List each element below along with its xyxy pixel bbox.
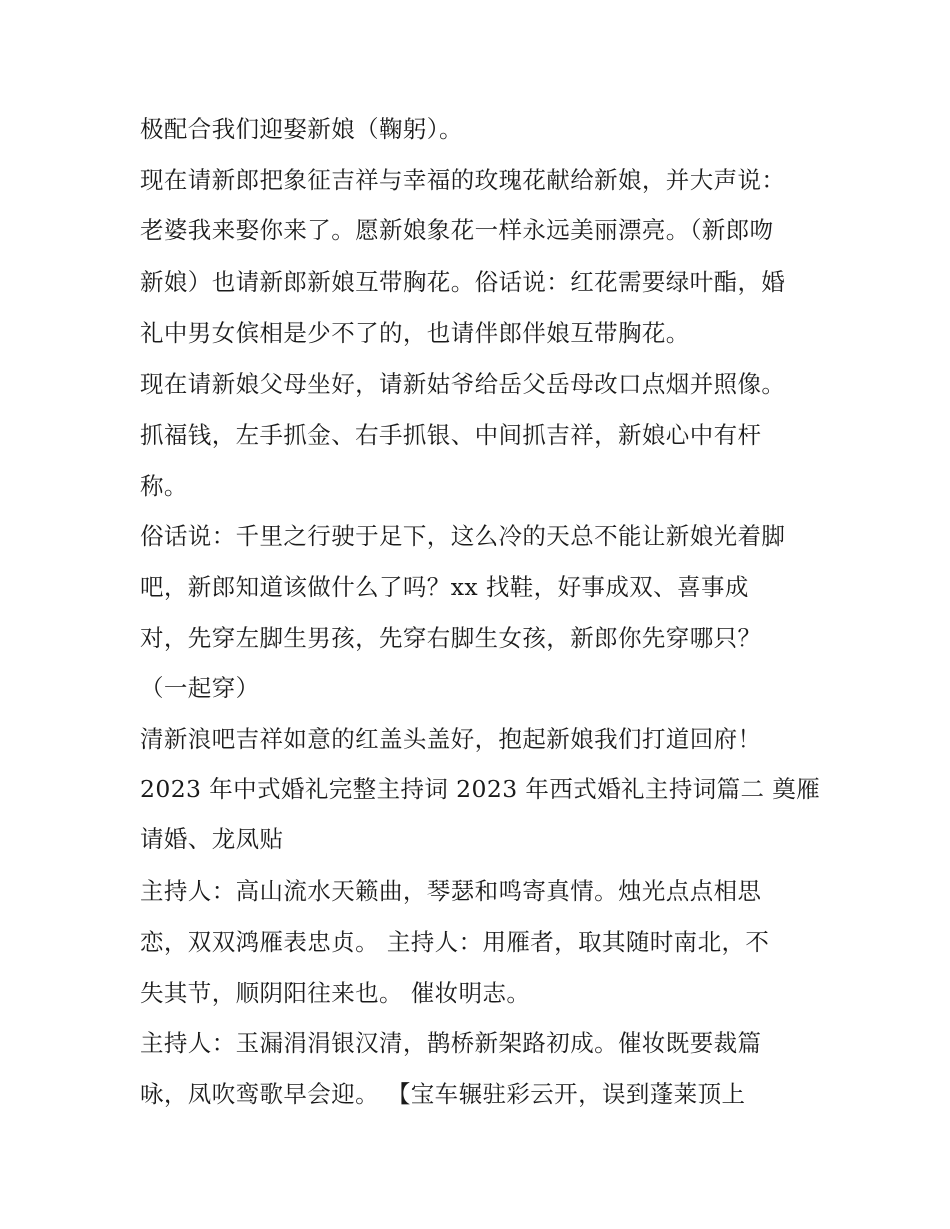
text-line: 新娘）也请新郎新娘互带胸花。俗话说：红花需要绿叶酯，婚 (140, 268, 786, 296)
text-line: 现在请新娘父母坐好，请新姑爷给岳父岳母改口点烟并照像。 (140, 370, 786, 398)
text-line: 失其节，顺阴阳往来也。 催妆明志。 (140, 979, 531, 1007)
text-line: 俗话说：千里之行驶于足下，这么冷的天总不能让新娘光着脚 (140, 522, 786, 550)
text-line: 老婆我来娶你来了。愿新娘象花一样永远美丽漂亮。（新郎吻 (140, 216, 774, 244)
text-line: 恋，双双鸿雁表忠贞。 主持人：用雁者，取其随时南北，不 (140, 928, 770, 956)
text-line: （一起穿） (140, 674, 260, 702)
text-line: 请婚、龙凤贴 (140, 825, 284, 853)
text-line: 称。 (140, 472, 188, 500)
text-line: 礼中男女傧相是少不了的，也请伴郎伴娘互带胸花。 (140, 319, 690, 347)
text-line: 对，先穿左脚生男孩，先穿右脚生女孩，新郎你先穿哪只？ (140, 624, 762, 652)
text-line: 抓福钱，左手抓金、右手抓银、中间抓吉祥，新娘心中有杆 (140, 421, 762, 449)
text-line: 现在请新郎把象征吉祥与幸福的玫瑰花献给新娘，并大声说： (140, 166, 786, 194)
text-line: 极配合我们迎娶新娘（鞠躬）。 (140, 115, 463, 143)
text-line: 咏，凤吹鸾歌早会迎。 【宝车辗驻彩云开，误到蓬莱顶上 (140, 1080, 746, 1108)
text-line: 主持人：玉漏涓涓银汉清，鹊桥新架路初成。催妆既要裁篇 (140, 1029, 762, 1057)
text-line: 2023 年中式婚礼完整主持词 2023 年西式婚礼主持词篇二 奠雁 (140, 775, 821, 803)
text-line: 吧，新郎知道该做什么了吗？xx 找鞋，好事成双、喜事成 (140, 573, 749, 601)
text-line: 主持人：高山流水天籁曲，琴瑟和鸣寄真情。烛光点点相思 (140, 877, 762, 905)
text-line: 清新浪吧吉祥如意的红盖头盖好，抱起新娘我们打道回府！ (140, 725, 762, 753)
